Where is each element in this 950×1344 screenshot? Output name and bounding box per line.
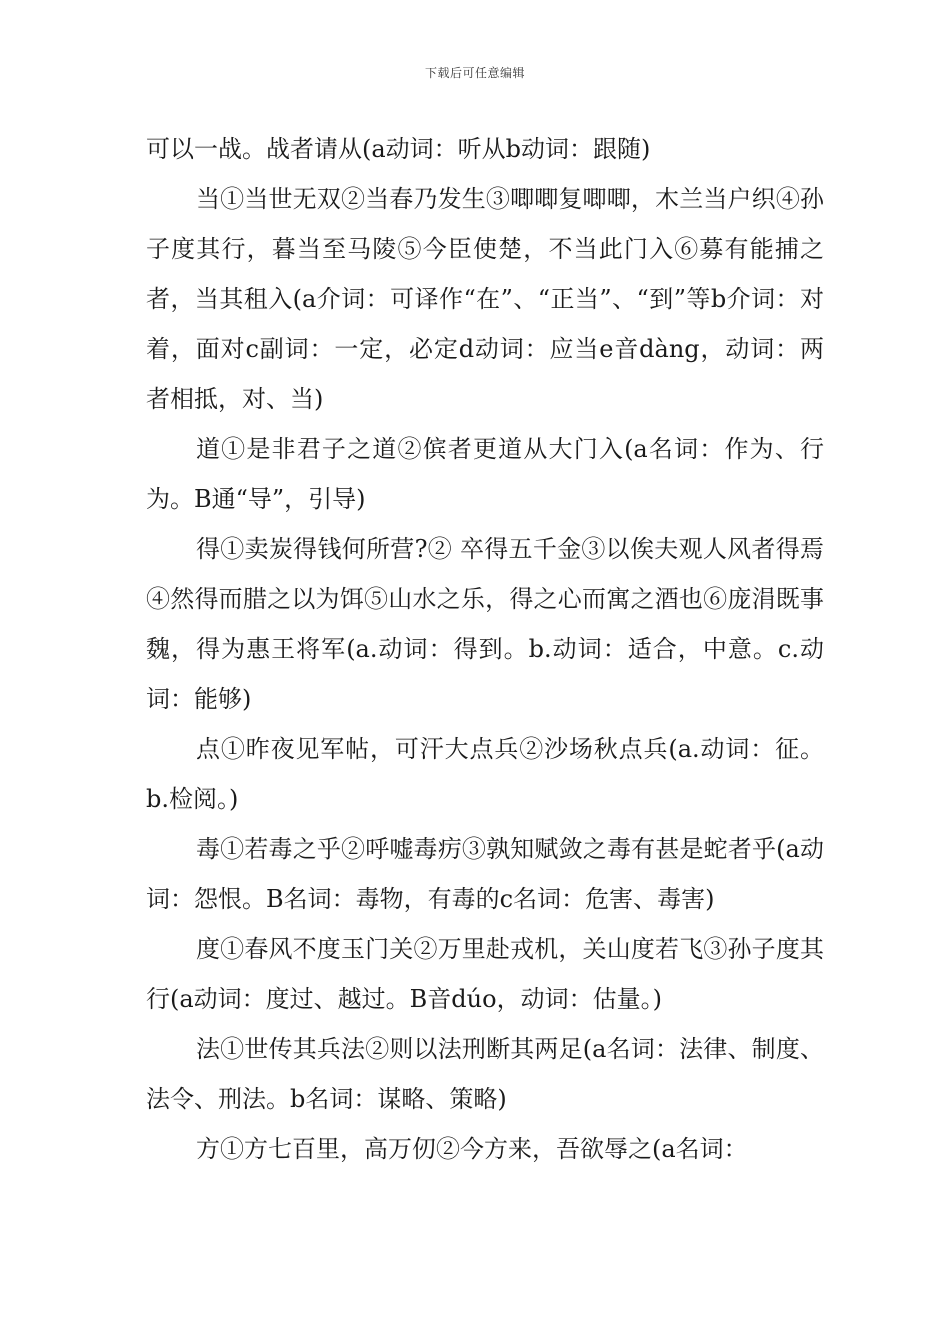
page-header: 下载后可任意编辑: [424, 66, 525, 80]
paragraph-dian: 点①昨夜见军帖，可汗大点兵②沙场秋点兵(a.动词：征。b.检阅。): [146, 735, 824, 813]
paragraph-cong-tail: 可以一战。战者请从(a动词：听从b动词：跟随): [146, 135, 651, 163]
document-body: [146, 124, 824, 1174]
paragraph-dao: 道①是非君子之道②傧者更道从大门入(a名词：作为、行为。B通“导”，引导): [146, 435, 824, 513]
paragraph-du-degree: 度①春风不度玉门关②万里赴戎机，关山度若飞③孙子度其行(a动词：度过、越过。B音dúo，动词：估量。): [146, 935, 824, 1013]
paragraph-de: 得①卖炭得钱何所营?② 卒得五千金③以俟夫观人风者得焉④然得而腊之以为饵⑤山水之乐，得之心而寓之酒也⑥庞涓既事魏，得为惠王将军(a.动词：得到。b.动词：适合，中意。c.动词：能够): [146, 535, 824, 713]
paragraph-fang: 方①方七百里，高万仞②今方来，吾欲辱之(a名词：: [196, 1135, 748, 1163]
paragraph-fa: 法①世传其兵法②则以法刑断其两足(a名词：法律、制度、法令、刑法。b名词：谋略、策略): [146, 1035, 824, 1113]
paragraph-dang: 当①当世无双②当春乃发生③唧唧复唧唧，木兰当户织④孙子度其行，暮当至马陵⑤今臣使楚，不当此门入⑥募有能捕之者，当其租入(a介词：可译作“在”、“正当”、“到”等b介词：对着，面对c副词：一定，必定d动词：应当e音dàng，动词：两者相抵，对、当): [146, 185, 824, 413]
paragraph-du-poison: 毒①若毒之乎②呼嘘毒疠③孰知赋敛之毒有甚是蛇者乎(a动词：怨恨。B名词：毒物，有毒的c名词：危害、毒害): [146, 835, 824, 913]
